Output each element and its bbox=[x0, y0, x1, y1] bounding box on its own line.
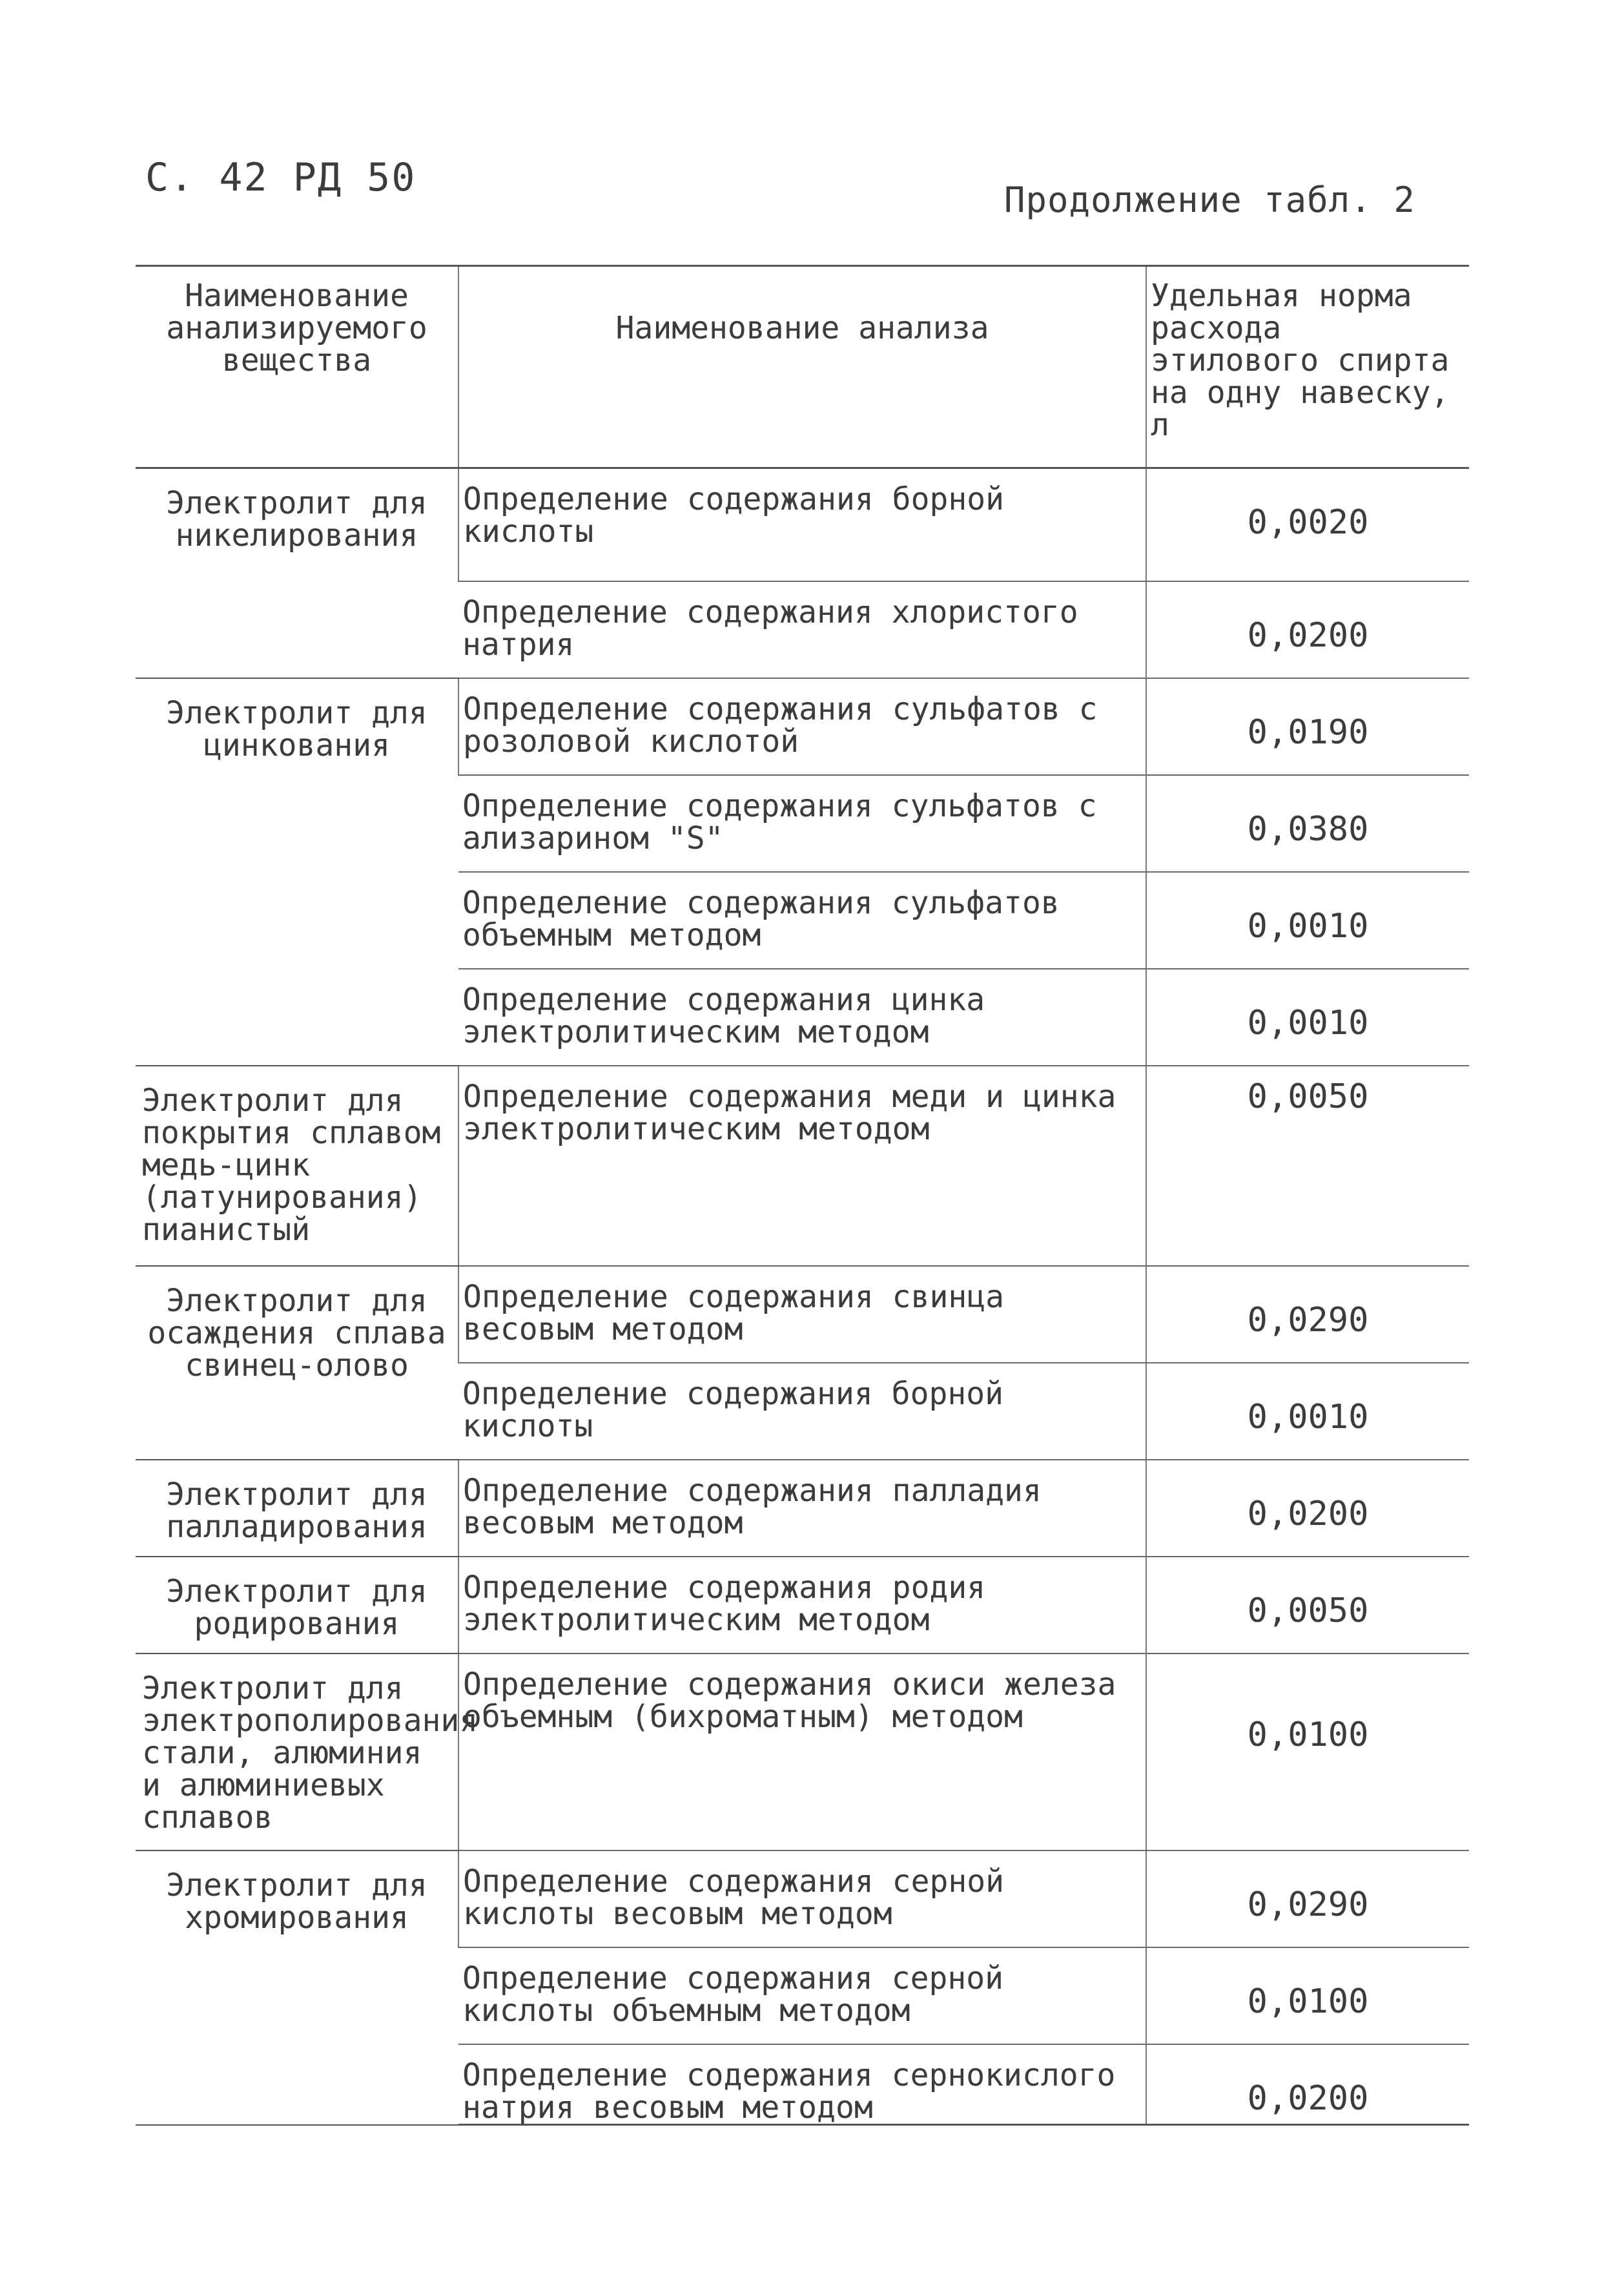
analysis-cell: Определение содержания свинца весовым методом bbox=[458, 1266, 1146, 1363]
column-header-analysis: Наименование анализа bbox=[458, 266, 1146, 468]
table-continuation-label: Продолжение табл. 2 bbox=[1004, 180, 1415, 220]
table-body bbox=[136, 468, 1469, 2125]
analysis-cell: Определение содержания борной кислоты bbox=[458, 1363, 1146, 1460]
analysis-cell: Определение содержания серной кислоты объемным методом bbox=[458, 1947, 1146, 2044]
norm-value-cell: 0,0380 bbox=[1146, 775, 1469, 872]
substance-cell: Электролит для электрополирования стали, алюминия и алюминиевых сплавов bbox=[136, 1653, 458, 1850]
norm-value-cell: 0,0200 bbox=[1146, 1460, 1469, 1557]
analysis-cell: Определение содержания сульфатов объемным методом bbox=[458, 872, 1146, 969]
analysis-cell: Определение содержания сернокислого натрия весовым методом bbox=[458, 2044, 1146, 2125]
norm-value-cell: 0,0290 bbox=[1146, 1266, 1469, 1363]
analysis-cell: Определение содержания меди и цинка электролитическим методом bbox=[458, 1066, 1146, 1266]
norm-value-cell: 0,0020 bbox=[1146, 468, 1469, 582]
norm-value-cell: 0,0100 bbox=[1146, 1653, 1469, 1850]
column-header-norm: Удельная норма расхода этилового спирта на одну навеску, л bbox=[1146, 266, 1469, 468]
table-row bbox=[136, 1460, 1469, 1557]
norm-value-cell: 0,0010 bbox=[1146, 1363, 1469, 1460]
substance-cell: Электролит для никелирования bbox=[136, 468, 458, 679]
table-row bbox=[136, 1066, 1469, 1266]
substance-cell: Электролит для палладирования bbox=[136, 1460, 458, 1557]
substance-cell: Электролит для цинкования bbox=[136, 678, 458, 1066]
analysis-cell: Определение содержания сульфатов с розоловой кислотой bbox=[458, 678, 1146, 775]
table-row bbox=[136, 1266, 1469, 1363]
table-header-row bbox=[136, 266, 1469, 468]
page-reference: С. 42 РД 50 bbox=[145, 155, 416, 200]
substance-cell: Электролит для родирования bbox=[136, 1557, 458, 1653]
table-row bbox=[136, 1850, 1469, 1947]
analysis-cell: Определение содержания цинка электролитическим методом bbox=[458, 969, 1146, 1066]
column-header-substance: Наименование анализируемого вещества bbox=[136, 266, 458, 468]
norm-value-cell: 0,0010 bbox=[1146, 969, 1469, 1066]
norm-value-cell: 0,0200 bbox=[1146, 2044, 1469, 2125]
analysis-cell: Определение содержания серной кислоты весовым методом bbox=[458, 1850, 1146, 1947]
analysis-cell: Определение содержания хлористого натрия bbox=[458, 581, 1146, 678]
norm-value-cell: 0,0290 bbox=[1146, 1850, 1469, 1947]
analysis-cell: Определение содержания родия электролитическим методом bbox=[458, 1557, 1146, 1653]
analysis-cell: Определение содержания окиси железа объемным (бихроматным) методом bbox=[458, 1653, 1146, 1850]
analysis-cell: Определение содержания сульфатов с ализарином "S" bbox=[458, 775, 1146, 872]
analysis-cell: Определение содержания палладия весовым методом bbox=[458, 1460, 1146, 1557]
substance-cell: Электролит для покрытия сплавом медь-цинк (латунирования) пианистый bbox=[136, 1066, 458, 1266]
norm-value-cell: 0,0050 bbox=[1146, 1066, 1469, 1266]
norm-value-cell: 0,0050 bbox=[1146, 1557, 1469, 1653]
norm-value-cell: 0,0100 bbox=[1146, 1947, 1469, 2044]
table-row bbox=[136, 1653, 1469, 1850]
substance-cell: Электролит для осаждения сплава свинец-олово bbox=[136, 1266, 458, 1460]
norm-value-cell: 0,0200 bbox=[1146, 581, 1469, 678]
norm-value-cell: 0,0190 bbox=[1146, 678, 1469, 775]
table-row bbox=[136, 1557, 1469, 1653]
table-row bbox=[136, 468, 1469, 582]
alcohol-norm-table bbox=[136, 265, 1469, 2126]
analysis-cell: Определение содержания борной кислоты bbox=[458, 468, 1146, 582]
substance-cell: Электролит для хромирования bbox=[136, 1850, 458, 2125]
norm-value-cell: 0,0010 bbox=[1146, 872, 1469, 969]
table-row bbox=[136, 678, 1469, 775]
